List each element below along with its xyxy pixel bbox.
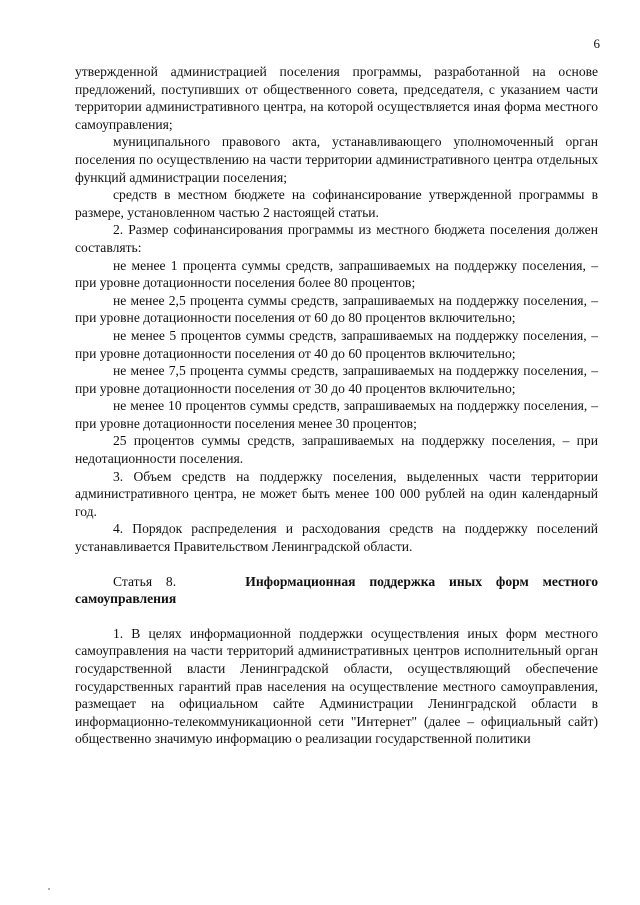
- document-body: [75, 63, 598, 748]
- paragraph: не менее 10 процентов суммы средств, запрашиваемых на поддержку поселения, – при уровне дотационности поселения менее 30 процентов;: [75, 398, 598, 431]
- paragraph: 2. Размер софинансирования программы из местного бюджета поселения должен составлять:: [75, 222, 598, 255]
- paragraph: не менее 1 процента суммы средств, запрашиваемых на поддержку поселения, – при уровне дотационности поселения более 80 процентов;: [75, 257, 598, 291]
- paragraph: утвержденной администрацией поселения программы, разработанной на основе предложений, поступивших от общественного совета, председателя, с указанием части территории административного центра, на которой осуществляется иная форма местного самоуправления;: [75, 64, 598, 132]
- paragraph: 3. Объем средств на поддержку поселения, выделенных части территории административного центра, не может быть менее 100 000 рублей на один календарный год.: [75, 468, 598, 519]
- paragraph: муниципального правового акта, устанавливающего уполномоченный орган поселения по осуществлению на части территории административного центра отдельных функций администрации поселения;: [75, 134, 598, 185]
- paragraph: не менее 2,5 процента суммы средств, запрашиваемых на поддержку поселения, – при уровне дотационности поселения от 60 до 80 процентов включительно;: [75, 292, 598, 326]
- article-label: Статья 8.: [113, 573, 177, 589]
- scan-artifact-dot: [48, 888, 50, 890]
- paragraph: не менее 5 процентов суммы средств, запрашиваемых на поддержку поселения, – при уровне дотационности поселения от 40 до 60 процентов включительно;: [75, 327, 598, 361]
- paragraph: 4. Порядок распределения и расходования средств на поддержку поселений устанавливается Правительством Ленинградской области.: [75, 521, 598, 555]
- paragraph: 1. В целях информационной поддержки осуществления иных форм местного самоуправления на части территорий административных центров исполнительный орган государственной власти Ленинградской области, осуществляющий обеспечение государственных гарантий прав населения на осуществление местного самоуправления, размещает на официальном сайте Администрации Ленинградской области в информационно-телекоммуникационной сети "Интернет" (далее – официальный сайт) общественно значимую информацию о реализации государственной политики: [75, 625, 598, 747]
- paragraph: 25 процентов суммы средств, запрашиваемых на поддержку поселения, – при недотационности поселения.: [75, 433, 598, 467]
- paragraph: не менее 7,5 процента суммы средств, запрашиваемых на поддержку поселения, – при уровне дотационности поселения от 30 до 40 процентов включительно;: [75, 363, 598, 396]
- article-title: Информационная поддержка иных форм местного самоуправления: [75, 573, 599, 607]
- page-number: 6: [593, 36, 600, 51]
- paragraph: средств в местном бюджете на софинансирование утвержденной программы в размере, установленном частью 2 настоящей статьи.: [75, 187, 598, 220]
- article-heading: [75, 573, 598, 608]
